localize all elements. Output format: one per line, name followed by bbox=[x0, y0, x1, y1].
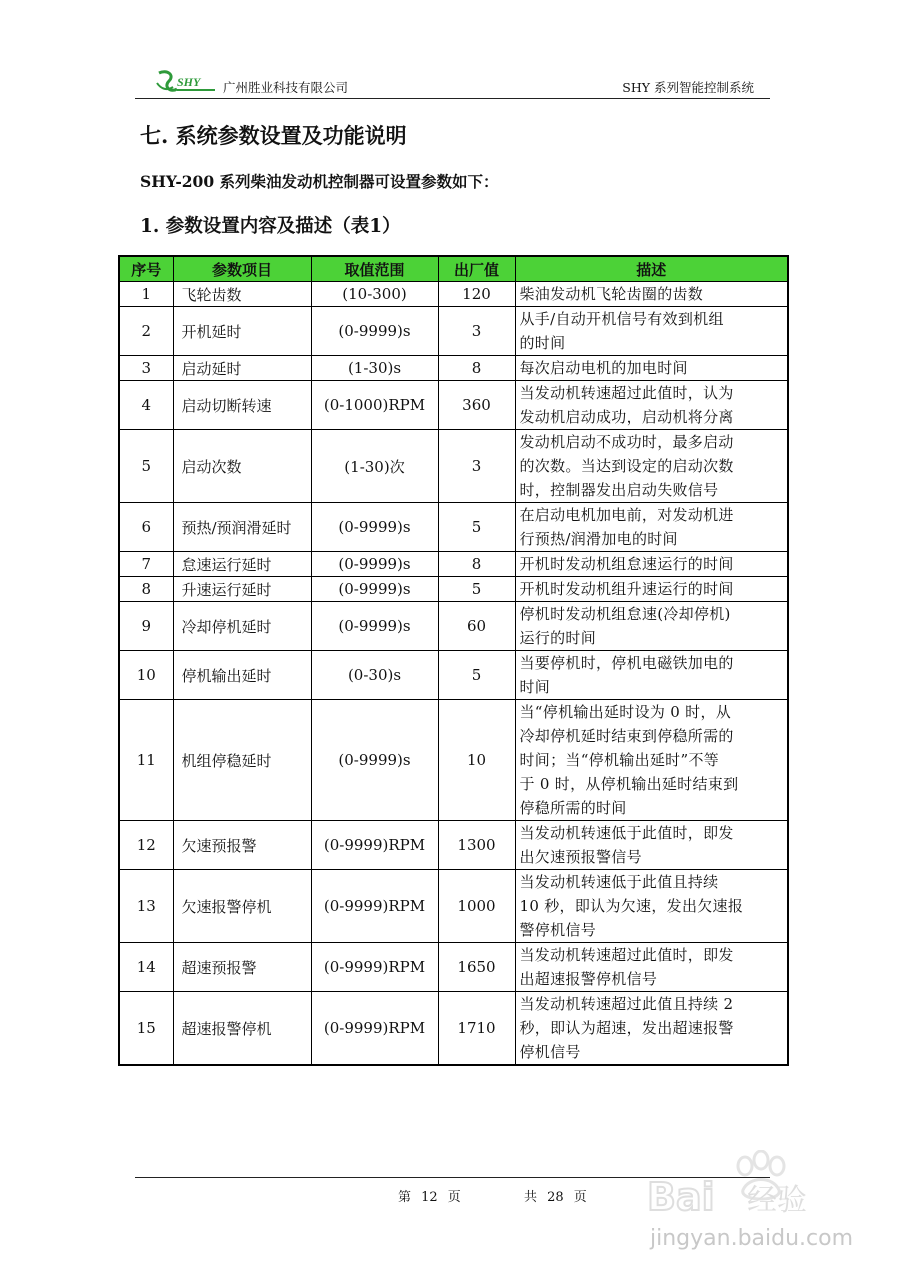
desc-line: 当发动机转速低于此值时，即发 bbox=[519, 824, 734, 842]
cell-default: 120 bbox=[438, 282, 515, 307]
cell-item: 启动延时 bbox=[173, 356, 311, 381]
cell-no: 7 bbox=[119, 552, 173, 577]
table-row bbox=[119, 356, 788, 381]
desc-line: 当发动机转速超过此值且持续 2 bbox=[519, 995, 734, 1013]
cell-range: (0-9999)s bbox=[311, 602, 438, 651]
desc-line: 当发动机转速低于此值且持续 bbox=[519, 873, 719, 891]
table-row bbox=[119, 870, 788, 943]
cell-no: 8 bbox=[119, 577, 173, 602]
cell-item: 机组停稳延时 bbox=[173, 700, 311, 821]
cell-range: (0-30)s bbox=[311, 651, 438, 700]
cell-range: (1-30)s bbox=[311, 356, 438, 381]
desc-line: 停机时发动机组怠速(冷却停机) bbox=[519, 605, 731, 623]
cell-desc bbox=[515, 943, 788, 992]
cell-range: (0-9999)RPM bbox=[311, 943, 438, 992]
cell-item: 飞轮齿数 bbox=[173, 282, 311, 307]
desc-line: 停机信号 bbox=[519, 1043, 581, 1061]
cell-default: 1650 bbox=[438, 943, 515, 992]
table-row bbox=[119, 821, 788, 870]
table-body bbox=[119, 282, 788, 1066]
cell-item: 升速运行延时 bbox=[173, 577, 311, 602]
header-item: 参数项目 bbox=[173, 256, 311, 282]
cell-item: 超速预报警 bbox=[173, 943, 311, 992]
cell-range: (10-300) bbox=[311, 282, 438, 307]
subsection-title: 1. 参数设置内容及描述（表1） bbox=[140, 216, 401, 237]
cell-no: 3 bbox=[119, 356, 173, 381]
cell-desc bbox=[515, 992, 788, 1066]
cell-no: 9 bbox=[119, 602, 173, 651]
cell-range: (0-9999)s bbox=[311, 503, 438, 552]
desc-line: 的时间 bbox=[519, 334, 566, 352]
table-row bbox=[119, 700, 788, 821]
section-title: 七. 系统参数设置及功能说明 bbox=[140, 123, 407, 148]
cell-default: 3 bbox=[438, 307, 515, 356]
cell-no: 4 bbox=[119, 381, 173, 430]
header-default: 出厂值 bbox=[438, 256, 515, 282]
cell-desc bbox=[515, 651, 788, 700]
page-header bbox=[135, 64, 770, 99]
table-row bbox=[119, 602, 788, 651]
cell-item: 停机输出延时 bbox=[173, 651, 311, 700]
cell-desc bbox=[515, 430, 788, 503]
cell-item: 欠速报警停机 bbox=[173, 870, 311, 943]
cell-desc bbox=[515, 602, 788, 651]
table-row bbox=[119, 651, 788, 700]
page-number: 第 12 页 bbox=[398, 1190, 461, 1205]
svg-text:经验: 经验 bbox=[747, 1183, 807, 1218]
system-name: SHY 系列智能控制系统 bbox=[622, 80, 754, 95]
cell-range: (0-9999)RPM bbox=[311, 992, 438, 1066]
desc-line: 当发动机转速超过此值时，即发 bbox=[519, 946, 734, 964]
desc-line: 运行的时间 bbox=[519, 629, 597, 647]
cell-range: (0-9999)s bbox=[311, 577, 438, 602]
desc-line: 时间 bbox=[519, 678, 551, 696]
cell-default: 1300 bbox=[438, 821, 515, 870]
cell-no: 10 bbox=[119, 651, 173, 700]
cell-default: 8 bbox=[438, 552, 515, 577]
table-row bbox=[119, 282, 788, 307]
cell-item: 启动切断转速 bbox=[173, 381, 311, 430]
desc-line: 柴油发动机飞轮齿圈的齿数 bbox=[519, 285, 704, 303]
cell-range: (0-9999)s bbox=[311, 307, 438, 356]
table-row bbox=[119, 381, 788, 430]
table-row bbox=[119, 943, 788, 992]
cell-item: 开机延时 bbox=[173, 307, 311, 356]
cell-no: 12 bbox=[119, 821, 173, 870]
desc-line: 行预热/润滑加电的时间 bbox=[519, 530, 678, 548]
desc-line: 冷却停机延时结束到停稳所需的 bbox=[519, 727, 734, 745]
cell-desc bbox=[515, 503, 788, 552]
cell-item: 冷却停机延时 bbox=[173, 602, 311, 651]
desc-line: 当发动机转速超过此值时，认为 bbox=[519, 384, 734, 402]
page-total: 共 28 页 bbox=[524, 1190, 587, 1205]
table-row bbox=[119, 307, 788, 356]
cell-default: 8 bbox=[438, 356, 515, 381]
cell-item: 预热/预润滑延时 bbox=[173, 503, 311, 552]
desc-line: 在启动电机加电前，对发动机进 bbox=[519, 506, 734, 524]
desc-line: 10 秒，即认为欠速，发出欠速报 bbox=[519, 897, 744, 915]
cell-range: (0-9999)s bbox=[311, 700, 438, 821]
cell-desc bbox=[515, 307, 788, 356]
desc-line: 从手/自动开机信号有效到机组 bbox=[519, 310, 724, 328]
desc-line: 于 0 时，从停机输出延时结束到 bbox=[519, 775, 739, 793]
cell-default: 5 bbox=[438, 577, 515, 602]
cell-no: 1 bbox=[119, 282, 173, 307]
cell-default: 1710 bbox=[438, 992, 515, 1066]
table-row bbox=[119, 503, 788, 552]
desc-line: 发动机启动不成功时，最多启动 bbox=[519, 433, 734, 451]
cell-item: 超速报警停机 bbox=[173, 992, 311, 1066]
cell-desc bbox=[515, 552, 788, 577]
cell-no: 2 bbox=[119, 307, 173, 356]
table-row bbox=[119, 552, 788, 577]
table-row bbox=[119, 992, 788, 1066]
cell-item: 怠速运行延时 bbox=[173, 552, 311, 577]
cell-no: 14 bbox=[119, 943, 173, 992]
desc-line: 开机时发动机组升速运行的时间 bbox=[519, 580, 734, 598]
cell-no: 13 bbox=[119, 870, 173, 943]
watermark-url: jingyan.baidu.com bbox=[650, 1226, 854, 1251]
cell-range: (1-30)次 bbox=[311, 430, 438, 503]
desc-line: 开机时发动机组怠速运行的时间 bbox=[519, 555, 734, 573]
cell-item: 欠速预报警 bbox=[173, 821, 311, 870]
cell-desc bbox=[515, 870, 788, 943]
cell-desc bbox=[515, 700, 788, 821]
desc-line: 当“停机输出延时设为 0 时，从 bbox=[519, 703, 732, 721]
desc-line: 时，控制器发出启动失败信号 bbox=[519, 481, 719, 499]
desc-line: 秒，即认为超速，发出超速报警 bbox=[519, 1019, 734, 1037]
svg-text:SHY: SHY bbox=[177, 75, 201, 89]
cell-range: (0-9999)RPM bbox=[311, 821, 438, 870]
shy-logo bbox=[155, 69, 217, 95]
desc-line: 停稳所需的时间 bbox=[519, 799, 627, 817]
desc-line: 出欠速预报警信号 bbox=[519, 848, 642, 866]
header-range: 取值范围 bbox=[311, 256, 438, 282]
header-no: 序号 bbox=[119, 256, 173, 282]
cell-default: 3 bbox=[438, 430, 515, 503]
cell-desc bbox=[515, 282, 788, 307]
cell-default: 5 bbox=[438, 651, 515, 700]
cell-default: 360 bbox=[438, 381, 515, 430]
cell-default: 60 bbox=[438, 602, 515, 651]
desc-line: 时间；当“停机输出延时”不等 bbox=[519, 751, 720, 769]
cell-no: 6 bbox=[119, 503, 173, 552]
parameter-table bbox=[118, 255, 789, 1066]
cell-range: (0-1000)RPM bbox=[311, 381, 438, 430]
desc-line: 的次数。当达到设定的启动次数 bbox=[519, 457, 734, 475]
cell-no: 5 bbox=[119, 430, 173, 503]
table-row bbox=[119, 577, 788, 602]
cell-default: 1000 bbox=[438, 870, 515, 943]
cell-range: (0-9999)RPM bbox=[311, 870, 438, 943]
table-row bbox=[119, 430, 788, 503]
cell-default: 5 bbox=[438, 503, 515, 552]
desc-line: 警停机信号 bbox=[519, 921, 597, 939]
desc-line: 发动机启动成功，启动机将分离 bbox=[519, 408, 734, 426]
cell-desc bbox=[515, 577, 788, 602]
company-name: 广州胜业科技有限公司 bbox=[223, 80, 349, 95]
header-desc: 描述 bbox=[515, 256, 788, 282]
svg-text:Bai: Bai bbox=[647, 1175, 715, 1219]
desc-line: 出超速报警停机信号 bbox=[519, 970, 658, 988]
cell-range: (0-9999)s bbox=[311, 552, 438, 577]
cell-desc bbox=[515, 381, 788, 430]
cell-default: 10 bbox=[438, 700, 515, 821]
desc-line: 当要停机时，停机电磁铁加电的 bbox=[519, 654, 734, 672]
table-header-row bbox=[119, 256, 788, 282]
cell-no: 11 bbox=[119, 700, 173, 821]
intro-text: SHY-200 系列柴油发动机控制器可设置参数如下： bbox=[140, 172, 499, 191]
cell-no: 15 bbox=[119, 992, 173, 1066]
desc-line: 每次启动电机的加电时间 bbox=[519, 359, 688, 377]
cell-desc bbox=[515, 356, 788, 381]
baidu-watermark-logo bbox=[645, 1150, 830, 1228]
cell-desc bbox=[515, 821, 788, 870]
cell-item: 启动次数 bbox=[173, 430, 311, 503]
